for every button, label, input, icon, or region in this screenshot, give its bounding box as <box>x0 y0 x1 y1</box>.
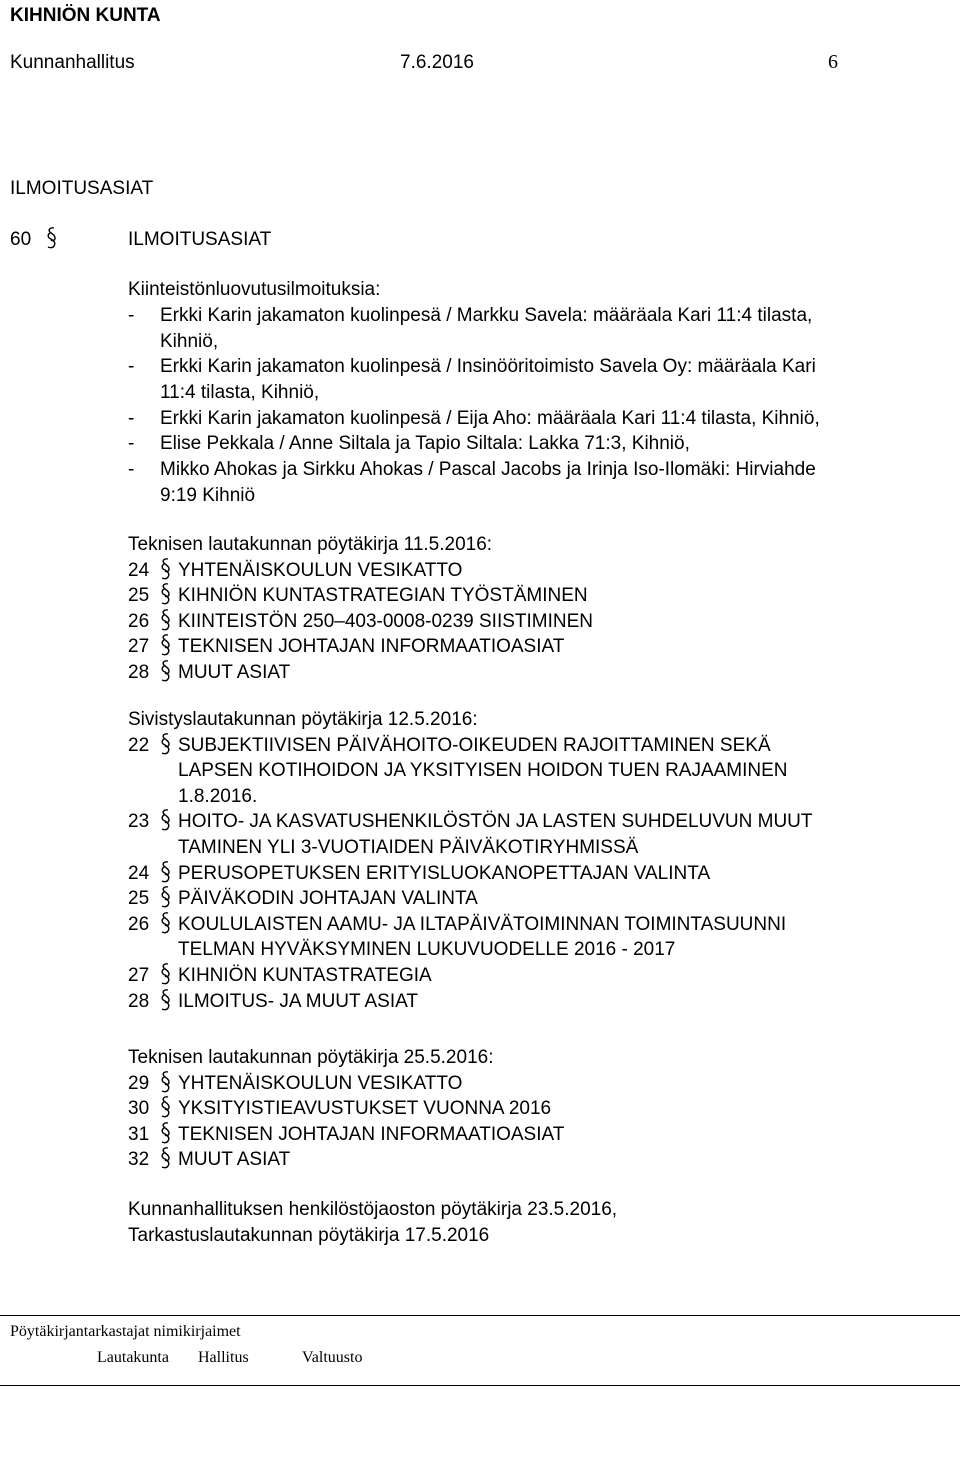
item-number: 27 <box>128 965 150 986</box>
item-title: ILMOITUSASIAT <box>128 229 272 250</box>
item-number: 28 <box>128 990 150 1012</box>
item-number: 28 <box>128 662 150 683</box>
item-title: HOITO- JA KASVATUSHENKILÖSTÖN JA LASTEN SUHDELUVUN MUUT <box>178 811 813 833</box>
item-number: 26 <box>128 913 150 935</box>
page-number: 6 <box>828 51 838 73</box>
footer-divider <box>0 1385 960 1386</box>
section-sign-icon <box>159 884 173 910</box>
footer-divider <box>0 1315 960 1316</box>
item-title: TELMAN HYVÄKSYMINEN LUKUVUODELLE 2016 - 2017 <box>178 939 676 961</box>
item-title: TEKNISEN JOHTAJAN INFORMAATIOASIAT <box>178 1123 565 1145</box>
item-title: YHTENÄISKOULUN VESIKATTO <box>178 1072 463 1094</box>
intro-text: Kiinteistönluovutusilmoituksia: <box>128 279 381 300</box>
closing-line: Tarkastuslautakunnan pöytäkirja 17.5.2016 <box>128 1225 490 1246</box>
item-number: 60 <box>10 229 32 250</box>
item-number: 32 <box>128 1149 150 1171</box>
item-number: 24 <box>128 559 150 581</box>
item-title: YKSITYISTIEAVUSTUKSET VUONNA 2016 <box>178 1098 552 1120</box>
list-item-text: Mikko Ahokas ja Sirkku Ahokas / Pascal Jacobs ja Irinja Iso-Ilomäki: Hirviahde <box>160 459 816 480</box>
footer-title: Pöytäkirjantarkastajat nimikirjaimet <box>10 1323 241 1340</box>
list-item-text: Elise Pekkala / Anne Siltala ja Tapio Siltala: Lakka 71:3, Kihniö, <box>160 433 690 454</box>
item-number: 27 <box>128 636 150 658</box>
item-title: MUUT ASIAT <box>178 662 291 683</box>
item-title: KIHNIÖN KUNTASTRATEGIA <box>178 965 432 986</box>
item-number: 26 <box>128 610 150 632</box>
item-title: TEKNISEN JOHTAJAN INFORMAATIOASIAT <box>178 636 565 658</box>
item-title: PERUSOPETUKSEN ERITYISLUOKANOPETTAJAN VALINTA <box>178 862 711 884</box>
section-sign-icon <box>159 1094 173 1120</box>
list-item-text: Erkki Karin jakamaton kuolinpesä / Insinööritoimisto Savela Oy: määräala Kari <box>160 356 816 377</box>
section-sign-icon <box>159 807 173 833</box>
section-sign-icon <box>159 910 173 936</box>
item-number: 22 <box>128 734 150 756</box>
closing-line: Kunnanhallituksen henkilöstöjaoston pöytäkirja 23.5.2016, <box>128 1199 618 1220</box>
section-sign-icon <box>159 632 173 658</box>
footer-column-valtuusto: Valtuusto <box>302 1349 363 1366</box>
item-title: YHTENÄISKOULUN VESIKATTO <box>178 559 463 581</box>
section-sign-icon <box>159 731 173 757</box>
list-item-text: 11:4 tilasta, Kihniö, <box>160 382 320 403</box>
section-sign-icon <box>159 961 173 987</box>
item-title: ILMOITUS- JA MUUT ASIAT <box>178 990 418 1012</box>
item-number: 25 <box>128 585 150 607</box>
item-title: TAMINEN YLI 3-VUOTIAIDEN PÄIVÄKOTIRYHMISSÄ <box>178 837 639 858</box>
section-sign-icon <box>159 987 173 1013</box>
list-dash: - <box>128 408 135 429</box>
meeting-date: 7.6.2016 <box>400 52 474 73</box>
list-dash: - <box>128 459 135 480</box>
group-heading: Teknisen lautakunnan pöytäkirja 11.5.2016: <box>128 534 493 555</box>
list-dash: - <box>128 356 135 377</box>
list-item-text: 9:19 Kihniö <box>160 485 256 506</box>
group-heading: Sivistyslautakunnan pöytäkirja 12.5.2016: <box>128 709 478 730</box>
item-title: MUUT ASIAT <box>178 1149 291 1171</box>
list-item-text: Kihniö, <box>160 331 219 352</box>
footer-column-hallitus: Hallitus <box>198 1349 249 1366</box>
list-item-text: Erkki Karin jakamaton kuolinpesä / Markku Savela: määräala Kari 11:4 tilasta, <box>160 305 813 326</box>
item-title: LAPSEN KOTIHOIDON JA YKSITYISEN HOIDON TUEN RAJAAMINEN <box>178 760 788 782</box>
list-dash: - <box>128 433 135 454</box>
section-sign-icon <box>159 1120 173 1146</box>
item-number: 31 <box>128 1123 150 1145</box>
item-title: KOULULAISTEN AAMU- JA ILTAPÄIVÄTOIMINNAN TOIMINTASUUNNI <box>178 913 787 935</box>
group-heading: Teknisen lautakunnan pöytäkirja 25.5.2016: <box>128 1047 494 1068</box>
item-number: 24 <box>128 862 150 884</box>
item-number: 23 <box>128 811 150 833</box>
footer-column-lautakunta: Lautakunta <box>97 1349 169 1366</box>
item-number: 29 <box>128 1072 150 1094</box>
item-title: PÄIVÄKODIN JOHTAJAN VALINTA <box>178 888 478 910</box>
organization-name: KIHNIÖN KUNTA <box>10 5 161 26</box>
item-title-tail: 1.8.2016. <box>178 785 258 807</box>
section-sign-icon <box>159 607 173 633</box>
meeting-body: Kunnanhallitus <box>10 52 135 73</box>
section-sign-icon <box>159 658 173 684</box>
item-title: SUBJEKTIIVISEN PÄIVÄHOITO-OIKEUDEN RAJOITTAMINEN SEKÄ <box>178 734 771 756</box>
section-sign-icon <box>159 1069 173 1095</box>
list-dash: - <box>128 305 135 326</box>
item-number: 25 <box>128 888 150 910</box>
section-sign-icon <box>159 556 173 582</box>
item-title: KIHNIÖN KUNTASTRATEGIAN TYÖSTÄMINEN <box>178 585 588 607</box>
section-sign-icon <box>159 581 173 607</box>
section-sign-icon <box>159 1145 173 1171</box>
item-title: KIINTEISTÖN 250–403-0008-0239 SIISTIMINEN <box>178 610 594 632</box>
section-sign-icon <box>45 225 59 251</box>
section-title: ILMOITUSASIAT <box>10 178 154 199</box>
item-number: 30 <box>128 1098 150 1120</box>
list-item-text: Erkki Karin jakamaton kuolinpesä / Eija Aho: määräala Kari 11:4 tilasta, Kihniö, <box>160 408 820 429</box>
section-sign-icon <box>159 859 173 885</box>
